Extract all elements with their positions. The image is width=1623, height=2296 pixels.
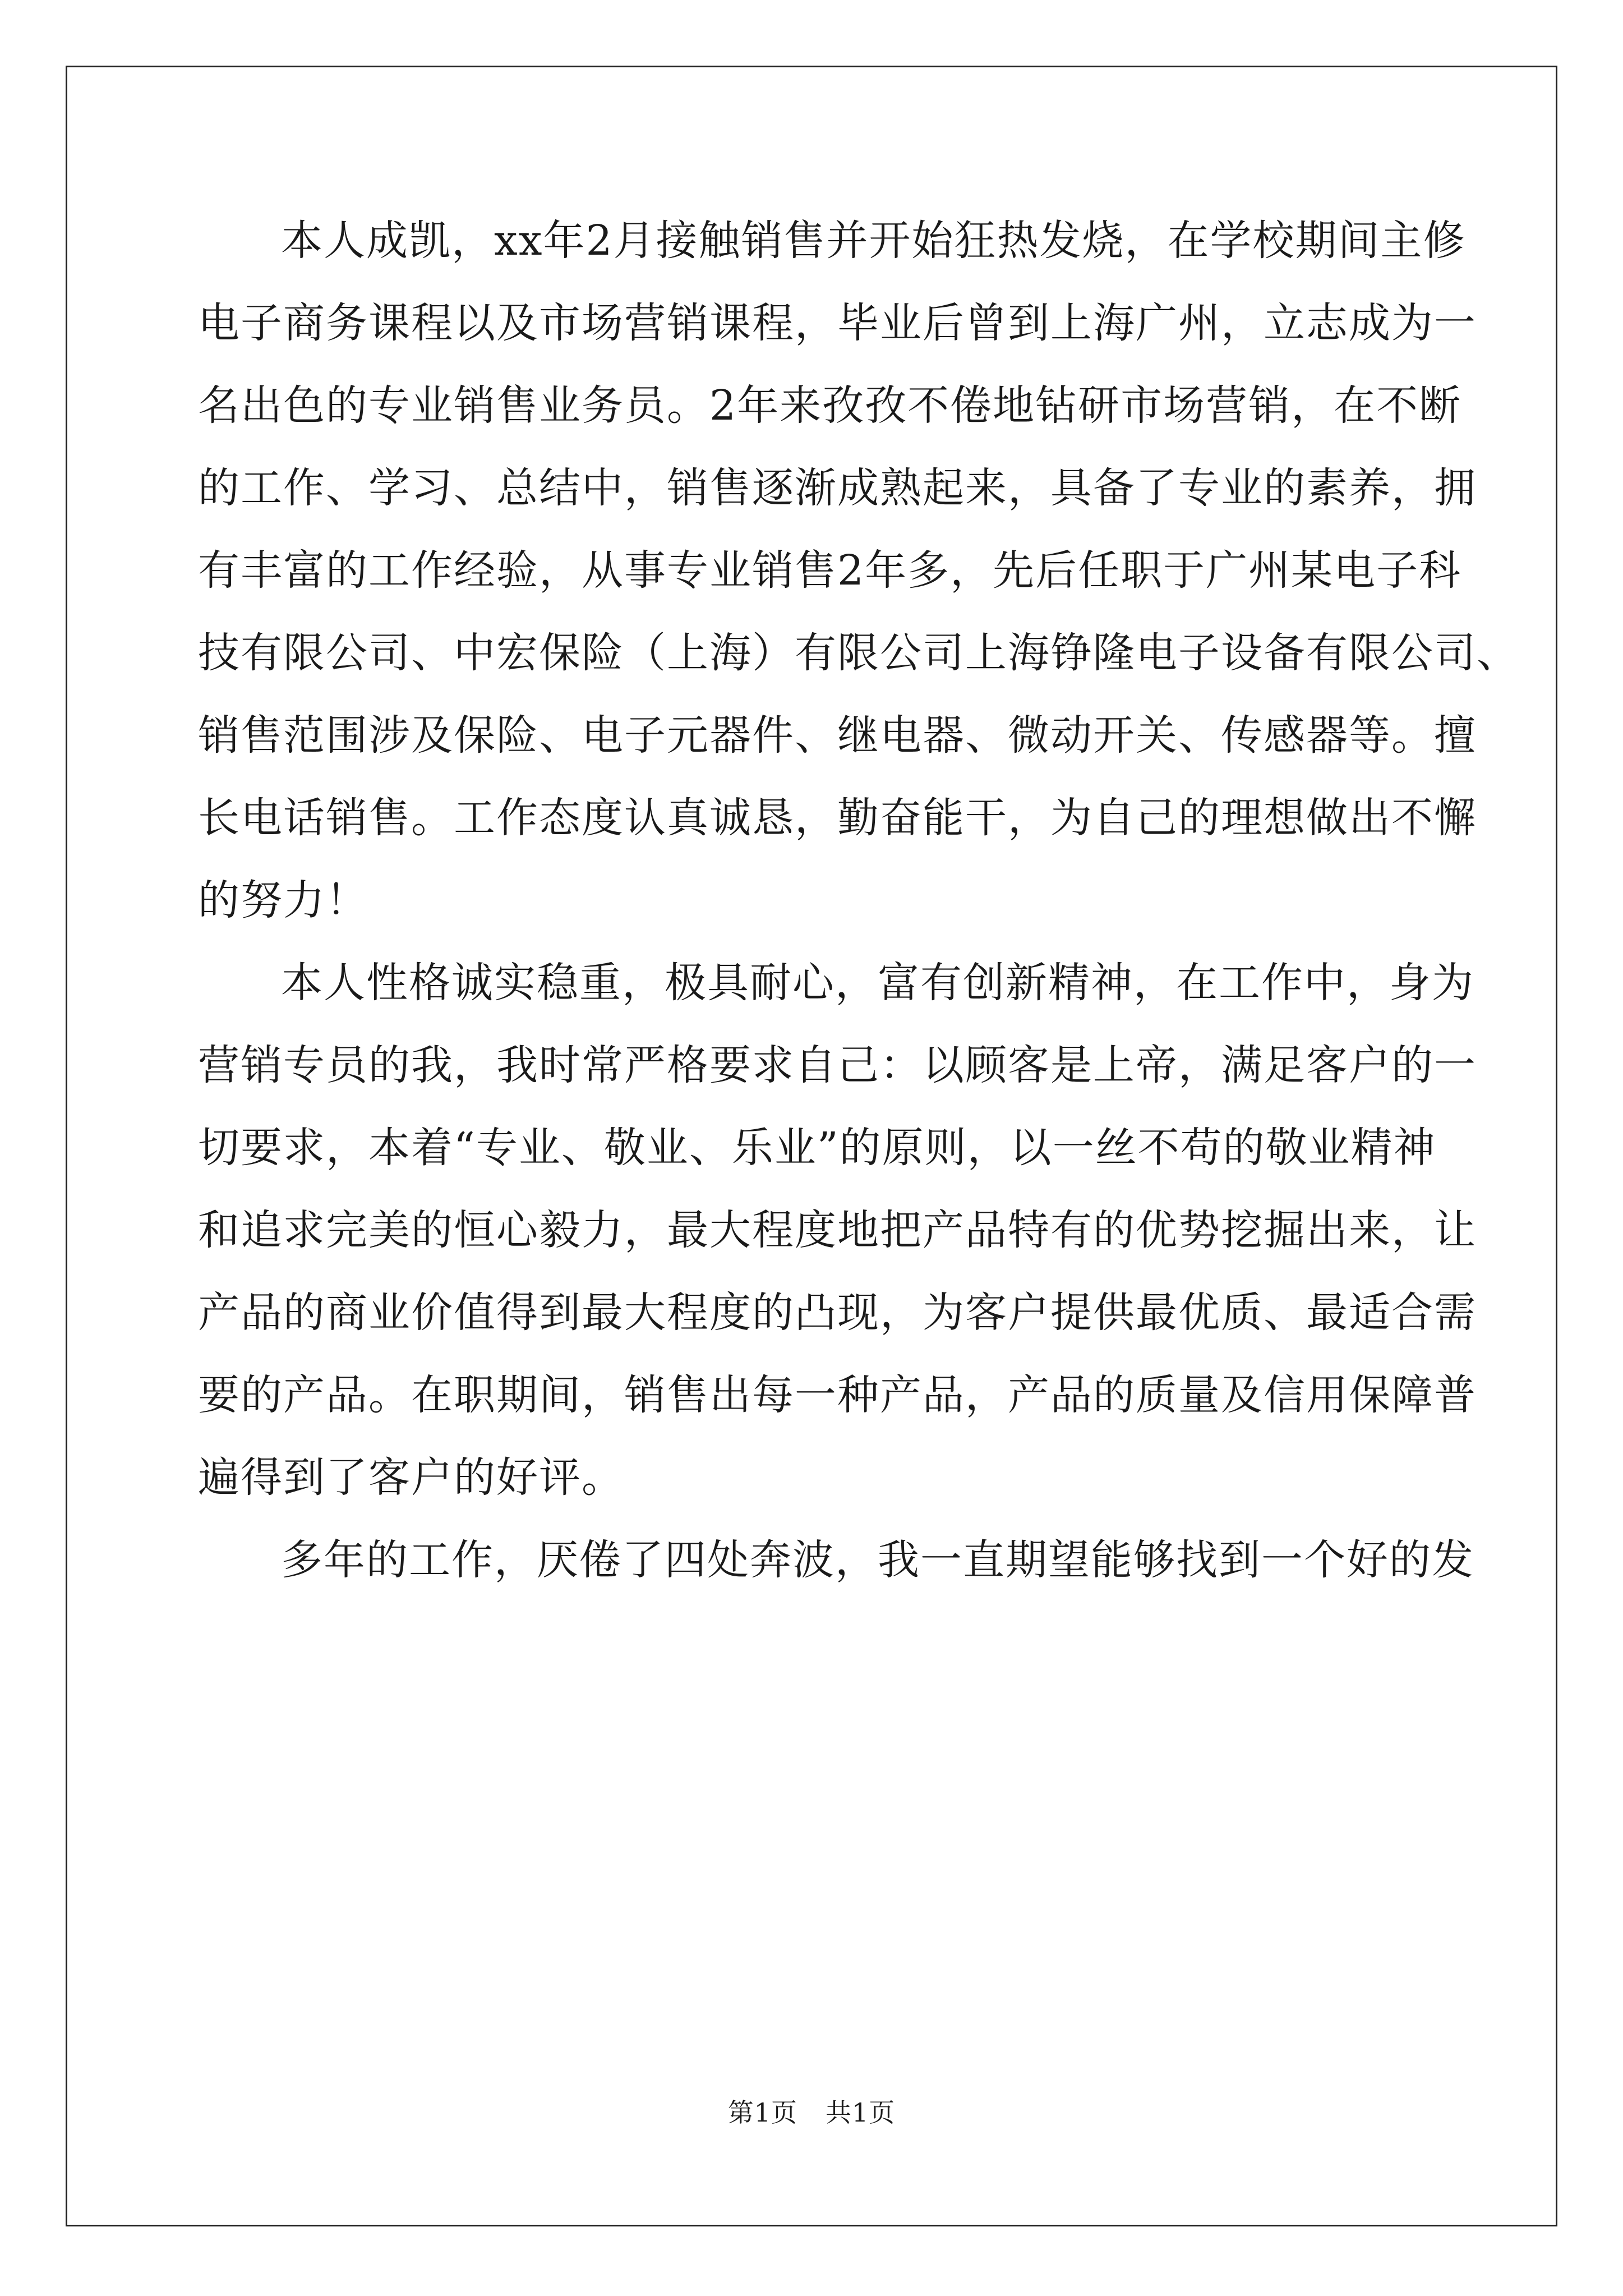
paragraph-1-line-6: 技有限公司、中宏保险（上海）有限公司上海铮隆电子设备有限公司、 (198, 629, 1519, 677)
page-number-footer (0, 2092, 1623, 2129)
document-body (198, 200, 1519, 1602)
paragraph-2-line-2: 营销专员的我，我时常严格要求自己：以顾客是上帝，满足客户的一 (198, 1041, 1477, 1089)
paragraph-1-line-9: 的努力！ (198, 876, 368, 924)
paragraph-1-line-7: 销售范围涉及保险、电子元器件、继电器、微动开关、传感器等。擅 (198, 711, 1477, 760)
paragraph-1-line-2: 电子商务课程以及市场营销课程，毕业后曾到上海广州，立志成为一 (198, 299, 1477, 347)
paragraph-3-line-1: 多年的工作，厌倦了四处奔波，我一直期望能够找到一个好的发 (281, 1536, 1474, 1584)
paragraph-2-line-5: 产品的商业价值得到最大程度的凸现，为客户提供最优质、最适合需 (198, 1289, 1477, 1337)
paragraph-2-line-1: 本人性格诚实稳重，极具耐心，富有创新精神，在工作中，身为 (281, 959, 1474, 1007)
paragraph-2-line-3: 切要求，本着“专业、敬业、乐业”的原则，以一丝不苟的敬业精神 (198, 1124, 1436, 1172)
page-total-label: 共1页 (826, 2097, 896, 2128)
paragraph-2-line-4: 和追求完美的恒心毅力，最大程度地把产品特有的优势挖掘出来，让 (198, 1206, 1477, 1254)
paragraph-1-line-8: 长电话销售。工作态度认真诚恳，勤奋能干，为自己的理想做出不懈 (198, 794, 1477, 842)
paragraph-1-line-4: 的工作、学习、总结中，销售逐渐成熟起来，具备了专业的素养，拥 (198, 464, 1477, 512)
paragraph-1-line-5: 有丰富的工作经验，从事专业销售2年多，先后任职于广州某电子科 (198, 546, 1462, 595)
page-current-label: 第1页 (727, 2097, 797, 2128)
paragraph-1-line-3: 名出色的专业销售业务员。2年来孜孜不倦地钻研市场营销，在不断 (198, 381, 1462, 430)
paragraph-1-line-1: 本人成凯，xx年2月接触销售并开始狂热发烧，在学校期间主修 (281, 217, 1466, 265)
paragraph-2-line-6: 要的产品。在职期间，销售出每一种产品，产品的质量及信用保障普 (198, 1371, 1477, 1419)
paragraph-2-line-7: 遍得到了客户的好评。 (198, 1453, 624, 1502)
